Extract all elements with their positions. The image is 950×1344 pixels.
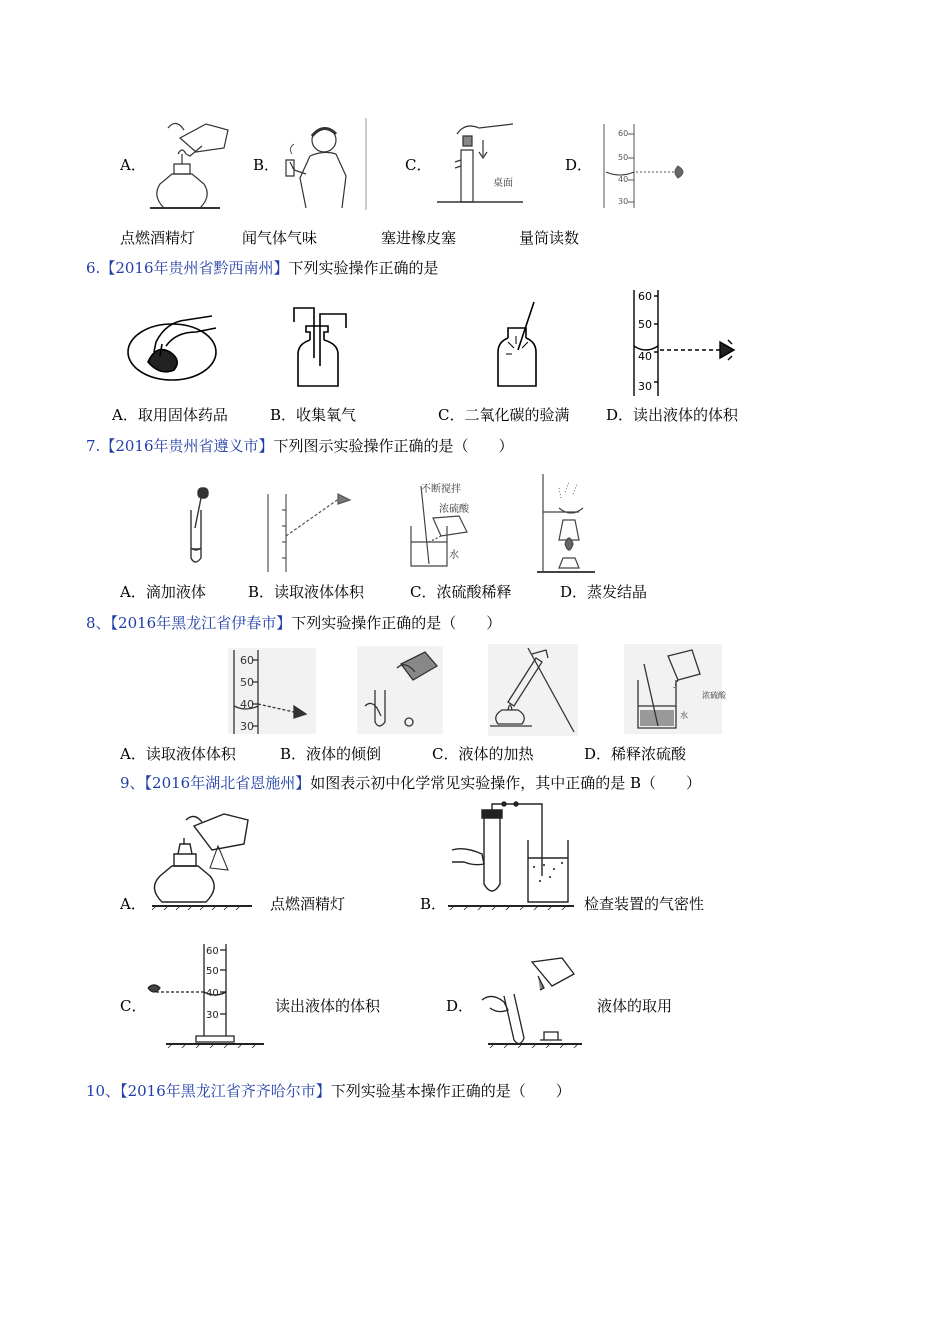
q5-figure-c-table-label: 桌面 [493, 178, 513, 189]
q9-option-b-label: B． [420, 895, 447, 913]
q6-option-c: C．二氧化碳的验满 [438, 406, 570, 424]
q7-figure-a-add-liquid [183, 486, 213, 566]
q5-figure-d-cylinder-reading [600, 122, 692, 210]
q9-number: 9、 [120, 774, 145, 792]
q5-figure-d-tick-60: 60 [618, 129, 629, 138]
q9-figure-c-tick-60: 60 [206, 946, 219, 957]
q5-option-b-label: B． [253, 156, 280, 174]
q7-figure-c-label-water: 水 [449, 550, 459, 561]
q9-figure-b-airtightness-check [444, 806, 578, 912]
q8-option-a: A．读取液体体积 [120, 745, 236, 763]
q6-figure-b-collect-oxygen [292, 300, 352, 390]
q6-heading [86, 259, 439, 277]
q9-heading [120, 774, 701, 792]
q9-option-a-label: A． [120, 895, 146, 913]
q7-heading [86, 437, 514, 455]
q8-figure-c-heat-liquid [488, 644, 578, 736]
q9-stem: 如图表示初中化学常见实验操作，其中正确的是 B（ ） [310, 774, 702, 792]
q9-figure-a-alcohol-lamp [148, 810, 260, 912]
q7-option-b: B．读取液体体积 [248, 583, 365, 601]
q5-caption-d: 量筒读数 [519, 229, 580, 247]
q8-figure-a-tick-40: 40 [240, 698, 254, 711]
q9-caption-c: 读出液体的体积 [275, 997, 381, 1015]
q7-figure-c-label-acid: 浓硫酸 [439, 504, 469, 515]
q5-caption-c: 塞进橡皮塞 [381, 229, 457, 247]
q10-number: 10、 [86, 1082, 121, 1100]
q5-figure-c-rubber-stopper [435, 120, 523, 210]
q6-source: 【2016年贵州省黔西南州】 [100, 259, 289, 277]
q5-option-c-label: C． [405, 156, 432, 174]
q10-stem: 下列实验基本操作正确的是（ ） [330, 1082, 571, 1100]
q8-heading [86, 614, 501, 632]
q6-figure-d-tick-60: 60 [638, 290, 652, 303]
q9-source: 【2016年湖北省恩施州】 [144, 774, 311, 792]
q6-figure-a-solid-reagent [126, 302, 222, 382]
q5-figure-d-tick-50: 50 [618, 153, 629, 162]
q8-figure-d-label-acid: 浓硫酸 [702, 691, 726, 700]
q7-figure-c-dilute-sulfuric-acid [405, 480, 501, 570]
q7-option-d: D．蒸发结晶 [560, 583, 648, 601]
q9-figure-c-tick-30: 30 [206, 1010, 219, 1021]
q7-figure-b-read-liquid-volume [262, 490, 354, 572]
q7-option-a: A．滴加液体 [120, 583, 206, 601]
q8-figure-a-tick-60: 60 [240, 654, 254, 667]
q6-figure-d-tick-30: 30 [638, 380, 652, 393]
q7-figure-d-evaporation [535, 472, 601, 578]
q5-figure-b-smell-gas [280, 118, 368, 210]
q8-source: 【2016年黑龙江省伊春市】 [110, 614, 292, 632]
q9-option-c-label: C． [120, 997, 147, 1015]
q8-number: 8、 [86, 614, 111, 632]
q5-figure-d-tick-40: 40 [618, 175, 629, 184]
q8-figure-a-tick-30: 30 [240, 720, 254, 733]
q8-figure-a-tick-50: 50 [240, 676, 254, 689]
q9-figure-c-tick-50: 50 [206, 966, 219, 977]
q8-option-b: B．液体的倾倒 [280, 745, 382, 763]
q6-stem: 下列实验操作正确的是 [288, 259, 439, 277]
q6-figure-d-tick-40: 40 [638, 350, 652, 363]
q7-figure-c-label-stir: 不断搅拌 [421, 484, 461, 495]
q5-caption-b: 闻气体气味 [242, 229, 318, 247]
q10-heading [86, 1082, 571, 1100]
q6-option-b: B．收集氧气 [270, 406, 357, 424]
q6-figure-d-tick-50: 50 [638, 318, 652, 331]
q8-stem: 下列实验操作正确的是（ ） [291, 614, 502, 632]
q5-figure-d-tick-30: 30 [618, 197, 629, 206]
q9-figure-c-tick-40: 40 [206, 988, 219, 999]
q9-caption-b: 检查装置的气密性 [584, 895, 705, 913]
q6-option-d: D．读出液体的体积 [606, 406, 739, 424]
q8-figure-d-label-water: 水 [680, 711, 688, 720]
q5-caption-a: 点燃酒精灯 [120, 229, 196, 247]
q10-source: 【2016年黑龙江省齐齐哈尔市】 [120, 1082, 331, 1100]
q5-option-d-label: D． [565, 156, 593, 174]
q6-figure-c-co2-full-test [494, 298, 544, 390]
q9-caption-a: 点燃酒精灯 [270, 895, 346, 913]
q7-number: 7. [86, 437, 101, 455]
q7-source: 【2016年贵州省遵义市】 [100, 437, 274, 455]
q5-option-a-label: A． [120, 156, 146, 174]
q9-figure-d-liquid-transfer [478, 956, 586, 1050]
q5-figure-a-alcohol-lamp [150, 118, 235, 210]
q7-stem: 下列图示实验操作正确的是（ ） [273, 437, 514, 455]
q8-figure-b-pour-liquid [357, 646, 443, 734]
q9-option-d-label: D． [446, 997, 474, 1015]
q8-option-d: D．稀释浓硫酸 [584, 745, 687, 763]
q9-caption-d: 液体的取用 [597, 997, 673, 1015]
q6-option-a: A．取用固体药品 [112, 406, 228, 424]
q8-figure-d-dilute-sulfuric-acid [624, 644, 726, 734]
q8-figure-a-read-liquid-volume [228, 648, 316, 734]
q6-number: 6. [86, 259, 101, 277]
q8-option-c: C．液体的加热 [432, 745, 534, 763]
q6-figure-d-read-liquid-volume [630, 290, 742, 396]
q7-option-c: C．浓硫酸稀释 [410, 583, 512, 601]
q9-figure-c-read-liquid-volume [146, 940, 268, 1050]
